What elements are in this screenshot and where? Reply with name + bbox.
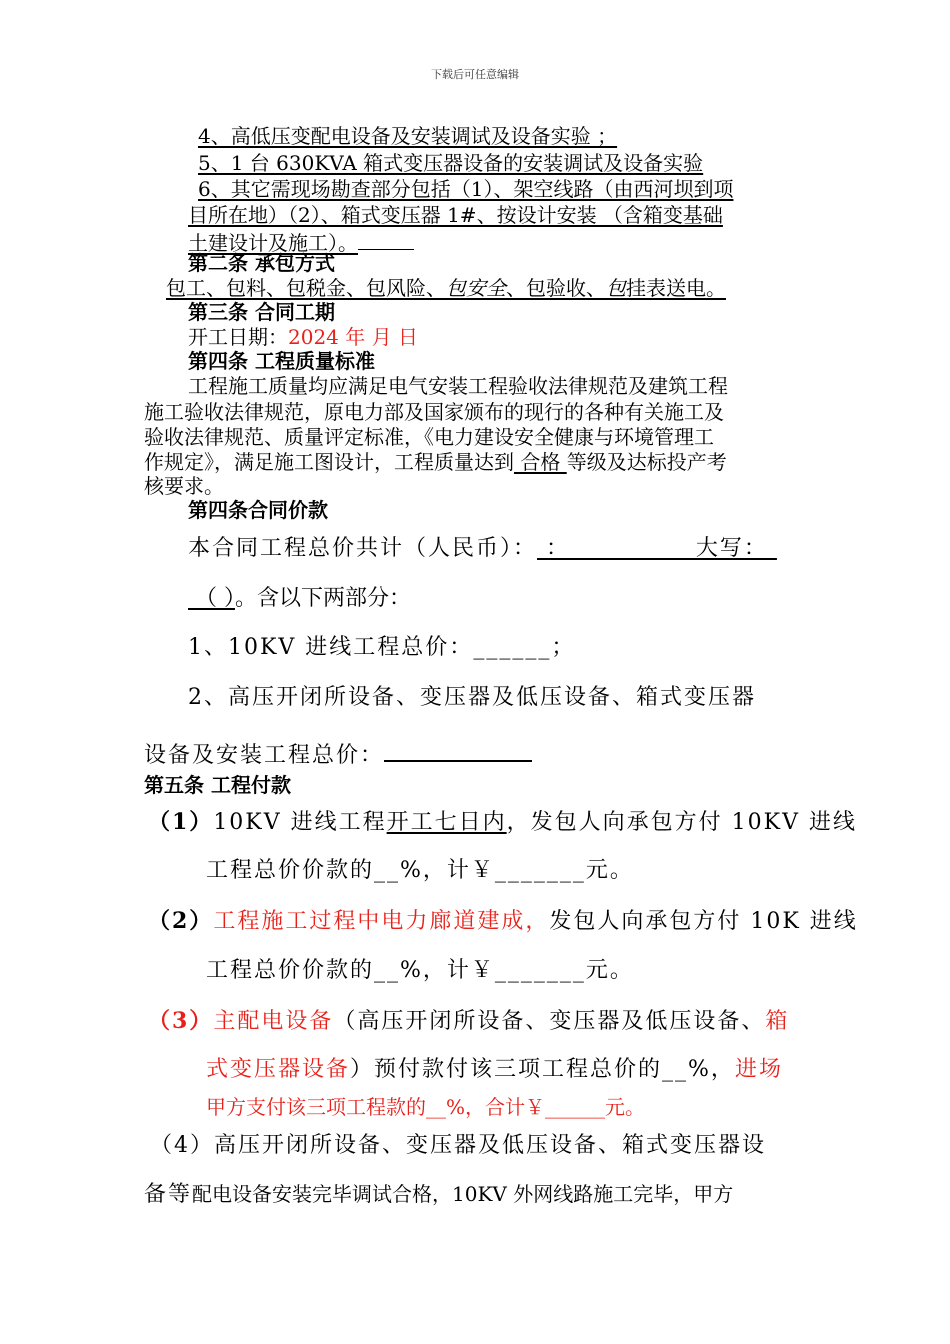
price-total-blank: ： 大写： [537, 536, 777, 561]
price-item-1: 1、10KV 进线工程总价：______； [188, 635, 576, 660]
article-2-text: 包工、包料、包税金、包风险、包安全、包验收、包挂表送电。 [166, 276, 726, 300]
payment-4-line1: （4）高压开闭所设备、变压器及低压设备、箱式变压器设 [150, 1133, 766, 1158]
scope-item-6-line3: 土建设计及施工）。 [188, 229, 414, 253]
quality-para-line1: 工程施工质量均应满足电气安装工程验收法律规范及建筑工程 [188, 374, 728, 398]
payment-2-line2: 工程总价价款的__%，计￥_______元。 [206, 958, 634, 983]
price-title: 第四条合同价款 [188, 498, 328, 522]
price-total-line: 本合同工程总价共计（人民币）： ： 大写： [188, 536, 777, 561]
payment-1-line1: （1）10KV 进线工程开工七日内，发包人向承包方付 10KV 进线 [148, 809, 857, 835]
quality-para-line3: 验收法律规范、质量评定标准，《电力建设安全健康与环境管理工 [144, 425, 714, 449]
start-date-line [188, 327, 418, 347]
quality-grade: 合格 [514, 450, 567, 474]
scope-item-4: 4、高低压变配电设备及安装调试及设备实验 ； [198, 124, 618, 148]
payment-1-line2: 工程总价价款的__%，计￥_______元。 [206, 858, 634, 883]
article-2-title: 第二条 承包方式 [188, 251, 335, 275]
quality-para-line5: 核要求。 [144, 474, 224, 498]
article-5-title: 第五条 工程付款 [144, 773, 291, 797]
scope-item-6-line1: 6、其它需现场勘查部分包括（1）、架空线路（由西河坝到项 [198, 177, 734, 201]
article-4-title: 第四条 工程质量标准 [188, 349, 375, 373]
payment-2-line1: （2）工程施工过程中电力廊道建成，发包人向承包方付 10K 进线 [148, 908, 858, 934]
start-date-value: 2024 年 月 日 [288, 325, 418, 349]
scope-item-6-line2: 目所在地）（2）、箱式变压器 1#、按设计安装 （含箱变基础 [188, 203, 723, 227]
price-item-2-line2: 设备及安装工程总价： [144, 738, 532, 767]
payment-3-line1: （3）主配电设备（高压开闭所设备、变压器及低压设备、箱 [148, 1008, 790, 1034]
start-date-label: 开工日期： [188, 325, 288, 349]
quality-para-line4: 作规定》，满足施工图设计，工程质量达到 合格 等级及达标投产考 [144, 450, 727, 474]
scope-item-5: 5、1 台 630KVA 箱式变压器设备的安装调试及设备实验 [198, 151, 704, 175]
payment-4-line2: 备等配电设备安装完毕调试合格，10KV 外网线路施工完毕，甲方 [144, 1182, 734, 1207]
quality-para-line2: 施工验收法律规范，原电力部及国家颁布的现行的各种有关施工及 [144, 400, 724, 424]
price-item-2-line1: 2、高压开闭所设备、变压器及低压设备、箱式变压器 [188, 685, 756, 710]
price-parts-line: （ ）。含以下两部分： [188, 586, 412, 611]
payment-3-line2: 式变压器设备）预付款付该三项工程总价的__%，进场 [206, 1057, 783, 1082]
payment-3-line3: 甲方支付该三项工程款的__%，合计￥______元。 [206, 1095, 646, 1119]
page-header: 下载后可任意编辑 [431, 68, 519, 81]
article-3-title: 第三条 合同工期 [188, 300, 335, 324]
